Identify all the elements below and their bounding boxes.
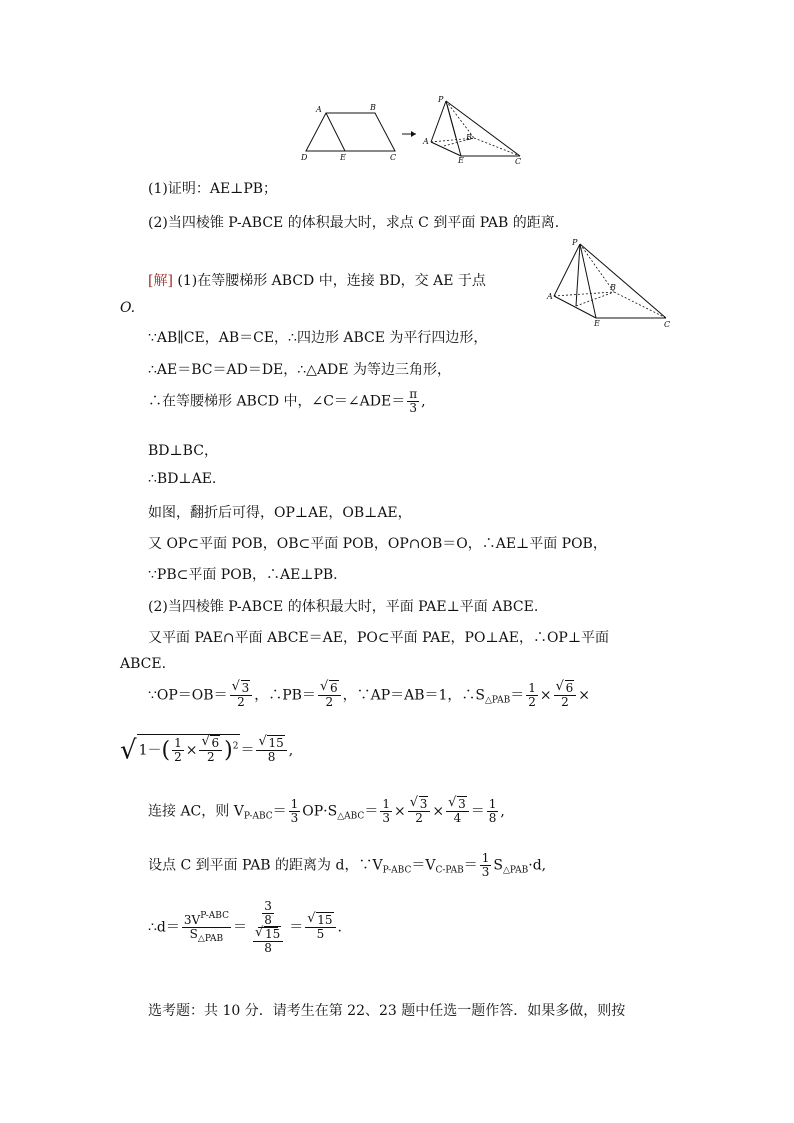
num: [446, 798, 469, 812]
solution-line-1b: O.: [120, 300, 136, 316]
label-A2: A: [423, 137, 429, 146]
num: [182, 910, 231, 928]
fraction: [408, 798, 431, 825]
figure-fold: [298, 96, 528, 166]
label-P3: P: [572, 238, 578, 247]
fraction: [182, 910, 231, 946]
num: [318, 682, 341, 696]
subscript: △PAB: [197, 933, 224, 944]
subscript: C-PAB: [435, 865, 464, 876]
label-B: B: [370, 103, 376, 112]
solution-line-13: [120, 734, 293, 766]
text: ∴在等腰梯形 ABCD 中，∠C＝∠ADE＝: [148, 393, 406, 410]
figure-pyramid: [546, 236, 674, 328]
text: S: [493, 857, 503, 874]
solution-line-2: ∵AB∥CE，AB＝CE，∴四边形 ABCE 为平行四边形，: [148, 330, 488, 346]
text: ＝: [463, 857, 478, 874]
sqrt: [307, 914, 333, 927]
sqrt: [448, 798, 467, 811]
big-sqrt-sign: √: [120, 735, 137, 766]
text: ,: [421, 393, 426, 410]
num: [408, 798, 431, 812]
label-C3: C: [664, 320, 671, 328]
text: 连接 AC，则 V: [148, 803, 244, 820]
solution-tag: [解]: [148, 273, 173, 289]
text: ,: [288, 742, 294, 759]
radicand: 3: [419, 797, 428, 811]
text: ＝: [510, 687, 525, 704]
solution-line-11: 又平面 PAE∩平面 ABCE＝AE，PO⊂平面 PAE，PO⊥AE，∴OP⊥平面: [148, 630, 610, 646]
text: ＝: [364, 803, 379, 820]
text: ×: [578, 687, 591, 704]
label-A: A: [316, 105, 322, 114]
text: ×: [393, 803, 406, 820]
solution-line-5: BD⊥BC，: [148, 443, 218, 459]
den: 2: [237, 695, 245, 709]
label-P2: P: [438, 96, 444, 104]
num: 1: [481, 851, 490, 865]
sqrt: [258, 737, 284, 750]
text: ×: [185, 742, 198, 759]
solution-line-16: [148, 900, 342, 955]
solution-line-15: [148, 852, 546, 879]
fraction: [480, 852, 492, 879]
den: 2: [561, 695, 569, 709]
text: (1)在等腰梯形 ABCD 中，连接 BD，交 AE 于点: [177, 273, 486, 289]
text: S: [189, 926, 198, 941]
question-2: (2)当四棱锥 P-ABCE 的体积最大时，求点 C 到平面 PAB 的距离.: [148, 215, 560, 231]
solution-line-7: 如图，翻折后可得，OP⊥AE，OB⊥AE，: [148, 505, 412, 521]
exponent: 2: [232, 741, 239, 752]
fraction: [289, 798, 301, 825]
radicand: 6: [211, 736, 220, 750]
radicand: 15: [317, 913, 333, 927]
num: [258, 900, 278, 928]
num: [230, 682, 253, 696]
num: π: [409, 387, 418, 401]
text: ·d,: [528, 857, 547, 874]
solution-line-1: [148, 270, 486, 290]
den: [249, 928, 287, 955]
radicand: 3: [458, 797, 466, 811]
fraction: [230, 682, 253, 709]
den: 2: [174, 750, 182, 764]
num: [554, 682, 577, 696]
text: .: [337, 919, 342, 936]
num: 1: [488, 797, 497, 811]
fraction: [318, 682, 341, 709]
sqrt: [232, 682, 251, 695]
subscript: △PAB: [485, 695, 511, 706]
fraction: [253, 928, 283, 955]
den: 2: [415, 811, 423, 825]
den: 2: [325, 695, 334, 709]
superscript: P-ABC: [200, 910, 229, 921]
label-A3: A: [547, 292, 553, 301]
text: ,: [500, 803, 505, 820]
fraction: [380, 798, 392, 825]
den: 4: [453, 811, 462, 825]
den: 3: [290, 811, 299, 825]
solution-line-6: ∴BD⊥AE.: [148, 471, 217, 487]
radicand: 15: [268, 736, 284, 750]
text: ，∵AP＝AB＝1，∴S: [342, 687, 486, 704]
label-E3: E: [594, 319, 600, 328]
solution-line-12: [148, 682, 590, 709]
fraction: [554, 682, 577, 709]
sqrt: [556, 682, 575, 695]
text: ＝V: [411, 857, 436, 874]
label-B2: B: [466, 133, 472, 142]
fraction: [262, 900, 274, 927]
radicand: 6: [329, 681, 338, 695]
text: ＝: [232, 919, 247, 936]
label-E: E: [340, 153, 346, 162]
sqrt: [255, 928, 281, 941]
den: 8: [264, 913, 272, 927]
fraction: [446, 798, 469, 825]
text: ，∴PB＝: [254, 687, 316, 704]
fraction: [256, 737, 286, 764]
den: 8: [488, 811, 497, 825]
den: 8: [267, 750, 276, 764]
num: 1: [174, 736, 182, 750]
paren-right: ): [224, 738, 233, 763]
num: [305, 914, 335, 928]
paren-left: (: [161, 738, 171, 763]
fraction: [172, 737, 184, 764]
text: ∴d＝: [148, 919, 180, 936]
text: ×: [539, 687, 552, 704]
text: ∵OP＝OB＝: [148, 687, 228, 704]
num: [256, 737, 286, 751]
fraction: [199, 737, 222, 764]
fraction-compound: [249, 900, 287, 955]
text: ×: [432, 803, 445, 820]
radicand: 15: [264, 927, 281, 941]
den: 2: [528, 695, 536, 709]
subscript: △ABC: [337, 811, 365, 822]
den: 3: [409, 401, 417, 415]
text: 3V: [183, 912, 201, 927]
den: [188, 928, 226, 946]
sqrt: [410, 798, 429, 811]
den: 2: [206, 750, 215, 764]
solution-line-14: [148, 798, 505, 825]
subscript: P-ABC: [243, 811, 273, 822]
fraction: [526, 682, 538, 709]
den: 5: [316, 927, 325, 941]
question-1: (1)证明：AE⊥PB；: [148, 181, 278, 197]
text: ＝: [289, 919, 304, 936]
text: ＝: [240, 742, 255, 759]
radicand: 6: [565, 681, 574, 695]
num: [253, 928, 283, 942]
sqrt: [201, 737, 220, 750]
solution-line-11b: ABCE.: [120, 656, 167, 672]
footer-text: 选考题：共 10 分．请考生在第 22、23 题中任选一题作答．如果多做，则按: [148, 1003, 626, 1019]
text: ＝: [272, 803, 287, 820]
label-E2: E: [458, 156, 464, 165]
solution-line-3: ∴AE＝BC＝AD＝DE，∴△ADE 为等边三角形，: [148, 362, 451, 378]
solution-line-9: ∵PB⊂平面 POB，∴AE⊥PB.: [148, 567, 338, 583]
label-B3: B: [610, 283, 616, 292]
text: ＝: [470, 803, 485, 820]
label-D: D: [301, 153, 308, 162]
fraction: [305, 914, 335, 941]
label-C2: C: [515, 157, 522, 166]
label-C: C: [390, 153, 397, 162]
subscript: △PAB: [503, 865, 529, 876]
fraction: [487, 798, 499, 825]
subscript: P-ABC: [382, 865, 412, 876]
den: 3: [382, 811, 390, 825]
text: 设点 C 到平面 PAB 的距离为 d，∵V: [148, 857, 383, 874]
sqrt: [320, 682, 339, 695]
num: 3: [264, 899, 272, 913]
den: 8: [264, 941, 272, 955]
fraction: [407, 388, 419, 415]
num: [199, 737, 222, 751]
den: 3: [481, 865, 490, 879]
solution-line-8: 又 OP⊂平面 POB，OB⊂平面 POB，OP∩OB＝O，∴AE⊥平面 POB，: [148, 536, 607, 552]
num: 1: [382, 797, 390, 811]
radicand: 3: [241, 681, 250, 695]
text: 1－: [138, 742, 162, 759]
num: 1: [290, 797, 299, 811]
solution-line-10: (2)当四棱锥 P-ABCE 的体积最大时，平面 PAE⊥平面 ABCE.: [148, 599, 539, 615]
solution-line-4: [148, 388, 426, 415]
text: OP·S: [302, 803, 338, 820]
num: 1: [528, 681, 536, 695]
